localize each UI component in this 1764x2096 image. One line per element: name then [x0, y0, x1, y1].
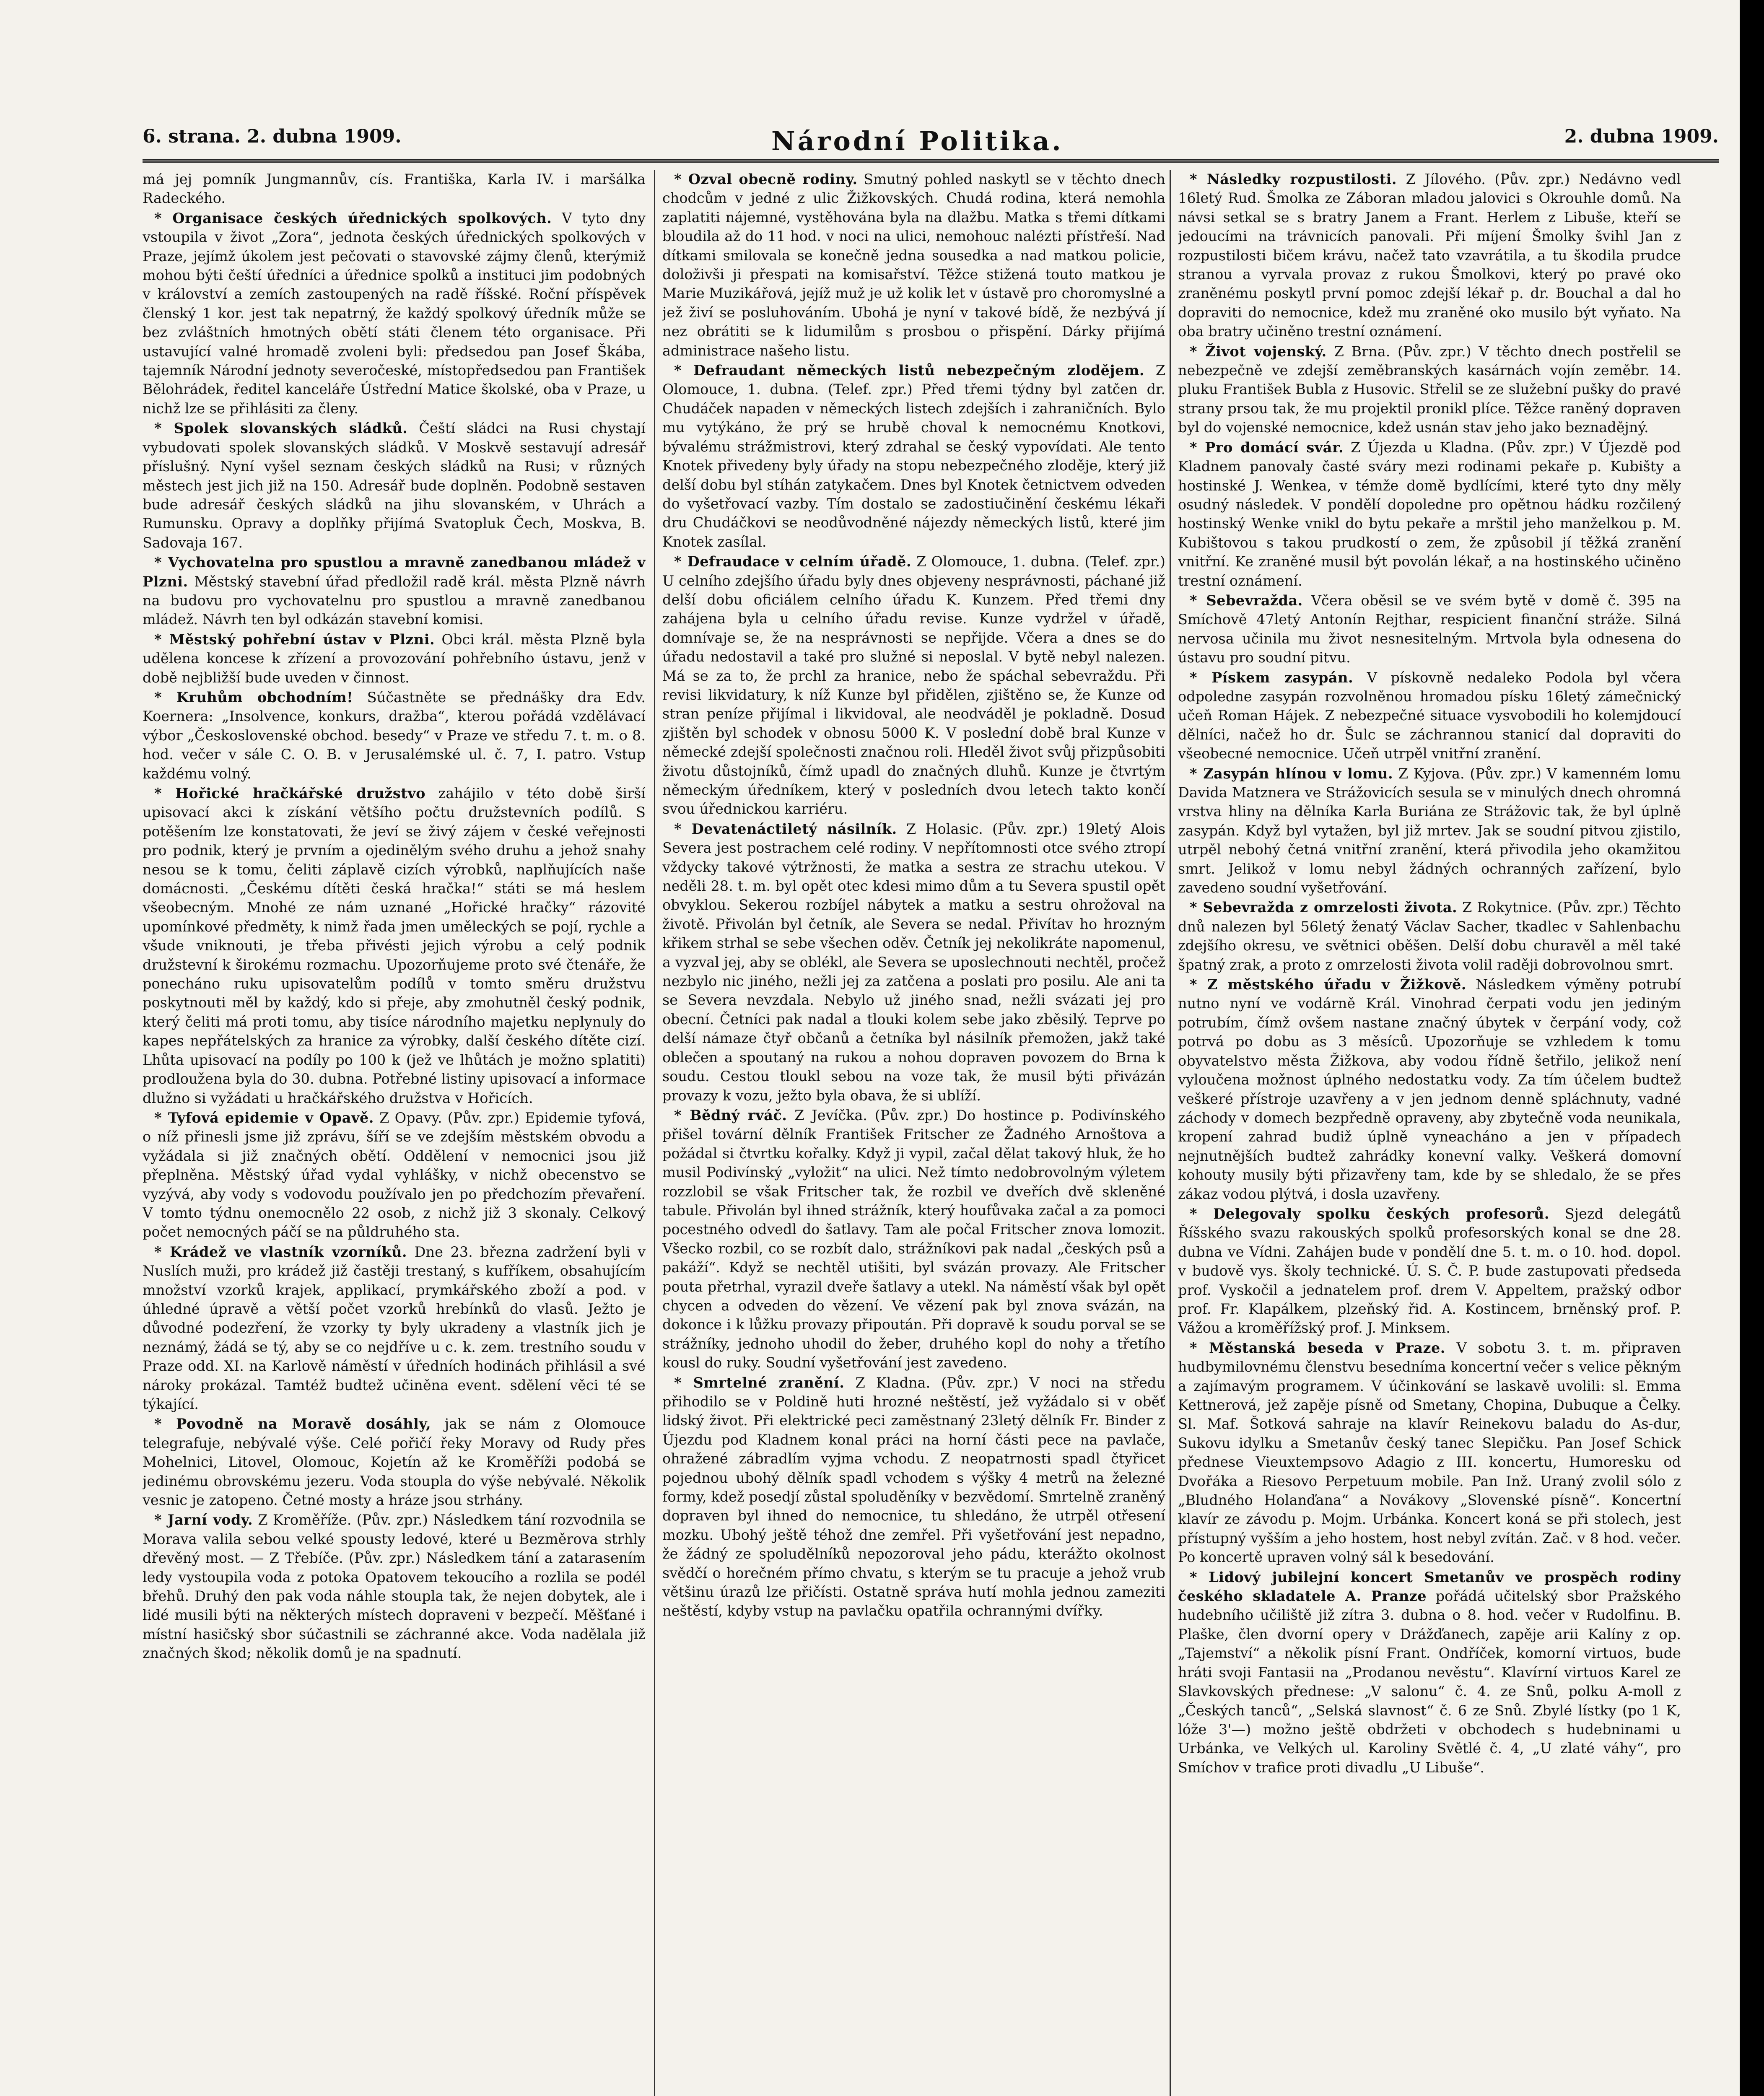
article-headline: * Devatenáctiletý násilník. — [674, 820, 897, 837]
article-body: Smutný pohled naskytl se v těchto dnech chodcům v jedné z ulic Žižkovských. Chudá rodina, která nemohla zaplatiti nájemné, vystěhována byla na dlažbu. Matka s třemi dítkami bloudila až do 11 hod. v noci na ulici, nemohouc nalézti přístřeší. Nad dítkami smilovala se konečně jedna sousedka a nad matkou policie, doloživši ji přespati na komisařství. Těžce stižená touto matkou je Marie Muzikářová, jejíž muž je už kolik let v ústavě pro choromyslné a jež živí se posluhováním. Ubohá je nyní v takové bídě, že nezbývá jí nez obrátiti se k lidumilům s prosbou o přispění. Dárky přijímá administrace našeho listu. — [662, 171, 1165, 359]
header-page-date: 6. strana. 2. dubna 1909. — [143, 126, 402, 147]
article-body: V tyto dny vstoupila v život „Zora“, jednota českých úřednických spolkových v Praze, jejímž úkolem jest pečovati o stavovské zájmy členů, kterýmiž mohou býti čeští úředníci a úřednice spolků a instituci jim podobných v království a zemích zastoupených na radě říšské. Roční příspěvek členský 1 kor. jest tak nepatrný, že každý spolkový úředník může se bez zvláštních hmotných obětí státi členem této organisace. Při ustavující valné hromadě zvoleni byli: předsedou pan Josef Škába, tajemník Národní jednoty severočeské, místopředsedou pan František Bělohrádek, ředitel kanceláře Ústřední Matice školské, oba v Praze, u nichž lze se přihlásiti za členy. — [143, 210, 646, 417]
article-headline: * Spolek slovanských sládků. — [154, 420, 408, 437]
article-body: Dne 23. března zadržení byli v Nuslích muži, pro krádež již častěji trestaný, s kufříkem, obsahujícím množství vzorků krajek, applikací, prymkářského zboží a pod. v úhledné úpravě a větší počet vzorků hrebínků do vlasů. Ježto je důvodné podezření, že vzorky ty byly ukradeny a vlastník jich je neznámý, žádá se tý, aby se co nejdříve u c. k. zem. trestního soudu v Praze odd. XI. na Karlově náměstí v úředních hodinách přihlásil a své nároky prokázal. Tamtéž budtež učiněna event. sdělení věci té se týkající. — [143, 1243, 646, 1412]
article — [143, 688, 646, 783]
header-date-right: 2. dubna 1909. — [1564, 126, 1719, 147]
article — [1178, 764, 1681, 898]
article-headline: * Lidový jubilejní koncert Smetanův ve prospěch rodiny českého skladatele A. Pranze — [1178, 1569, 1681, 1605]
article-headline: * Defraudace v celním úřadě. — [674, 553, 911, 570]
article — [143, 1414, 646, 1510]
article-headline: * Jarní vody. — [154, 1512, 253, 1528]
article — [143, 419, 646, 552]
article-headline: * Defraudant německých listů nebezpečným zlodějem. — [674, 362, 1145, 379]
article-body: zahájilo v této době širší upisovací akci k získání většího počtu družstevních podílů. S potěšením lze konstatovati, že jeví se živý zájem v české veřejnosti pro podnik, který je prvním a ojedinělým svého druhu a jehož snahy nesou se k tomu, čeliti záplavě cizích výrobků, naplňujících naše domácnosti. „Českému dítěti česká hračka!“ státi se má heslem všeobecným. Mnohé ze nám uznané „Hořické hračky“ rázovité upomínkové předměty, k nimž řada jmen uměleckých se pojí, rychle a všude vniknouti, je třeba přivésti jejich výrobu a celý podnik družstevní k širokému rozmachu. Upozorňujeme proto své čtenáře, že ponecháno ruku upisovatelům podílů v tomto směru družstvu poskytnouti měl by každý, kdo si přeje, aby zmohutněl český podnik, který čeliti má proti tomu, aby tisíce národního majetku neplynuly do kapes nepřátelských za hranice za výrobky, další českého dítěte cizí. Lhůta upisovací na podíly po 100 k (jež ve lhůtách je možno splatiti) prodloužena byla do 30. dubna. Potřebné listiny upisovací a informace dlužno si vyžádati u hračkářského družstva v Hořicích. — [143, 785, 646, 1106]
article — [143, 209, 646, 418]
article-headline: * Z městského úřadu v Žižkově. — [1190, 976, 1466, 993]
article — [143, 1108, 646, 1242]
article — [662, 552, 1165, 819]
article — [1178, 438, 1681, 590]
article-body: Z Újezda u Kladna. (Pův. zpr.) V Újezdě pod Kladnem panovaly časté sváry mezi rodinami pekaře p. Kubišty a hostinské J. Wenkea, v témže domě bydlícími, které tyto dny měly osudný následek. V pondělí dopoledne pro opětnou hádku rozčilený hostinský Wenke vnikl do bytu pekaře a mrštil jeho manželkou p. M. Kubištovou s takou prudkostí o zem, že způsobil jí těžká zranění vnitřní. Ke zraněné musil být povolán lékař, a na hostinského učiněno trestní oznámení. — [1178, 439, 1681, 589]
article-headline: * Hořické hračkářské družstvo — [154, 785, 425, 802]
article-body: Z Kroměříže. (Pův. zpr.) Následkem tání rozvodnila se Morava valila sebou velké spousty ledové, které u Bezměrova strhly dřevěný most. — Z Třebíče. (Pův. zpr.) Následkem tání a zatarasením ledy vystoupila voda z potoka Opatovem tekoucího a rozlila se podél břehů. Druhý den pak voda náhle stoupla tak, že nejen dobytek, ale i lidé musili býti na některých místech dopraveni v bezpečí. Měšťané i místní hasičský sbor súčastnili se záchranné akce. Voda nadělala již značných škod; několik domů je na spadnutí. — [143, 1512, 646, 1662]
column-2 — [662, 170, 1165, 2096]
article-body: Sjezd delegátů Říšského svazu rakouských spolků profesorských konal se dne 28. dubna ve Vídni. Zahájen bude v pondělí dne 5. t. m. o 10. hod. dopol. v budově vys. školy technické. Ú. S. Č. P. bude zastupovati předseda prof. Vyskočil a jednatelem prof. drem V. Appeltem, pražský odbor prof. Fr. Klapálkem, plzeňský řid. A. Kostincem, brněnský prof. P. Vážou a kroměřížský prof. J. Minksem. — [1178, 1205, 1681, 1336]
article-headline: * Tyfová epidemie v Opavě. — [154, 1109, 374, 1126]
article — [662, 170, 1165, 360]
article-headline: * Bědný rváč. — [674, 1107, 787, 1123]
article-body: Súčastněte se přednášky dra Edv. Koernera: „Insolvence, konkurs, dražba“, kterou pořádá vzdělávací výbor „Československé obchod. besedy“ v Praze ve středu 7. t. m. o 8. hod. večer v sále C. O. B. v Jerusalémské ul. č. 7, I. patro. Vstup každému volný. — [143, 689, 646, 782]
article-headline: * Následky rozpustilosti. — [1190, 171, 1397, 187]
column-3 — [1178, 170, 1681, 2096]
article-body: Z Olomouce, 1. dubna. (Telef. zpr.) Před třemi týdny byl zatčen dr. Chudáček napaden v německých listech zdejších i zahraničních. Bylo mu vytýkáno, že prý se hrubě choval k nemocnému Knotkovi, bývalému strážmistrovi, který zdrahal se český vypovídati. Ale tento Knotek přivedeny byly úřady na stopu nebezpečného zloděje, který již delší dobu byl stíhán zatykačem. Dnes byl Knotek četnictvem odveden do vyšetřovací vazby. Tím dostalo se zadostiučinění českému lékaři dru Chudáčkovi se neodůvodněné nájezdy německých listů, které jim Knotek zasílal. — [662, 362, 1165, 550]
article-headline: * Povodně na Moravě dosáhly, — [154, 1416, 431, 1432]
article-headline: * Zasypán hlínou v lomu. — [1190, 765, 1393, 782]
article — [143, 170, 646, 208]
article-body: Z Holasic. (Pův. zpr.) 19letý Alois Severa jest postrachem celé rodiny. V nepřítomnosti otce svého ztropí vždycky takové výtržnosti, že matka a sestra ze strachu utekou. V neděli 28. t. m. byl opět otec kdesi mimo dům a tu Severa spustil opět obvyklou. Sekerou rozbíjel nábytek a matku a sestru ohrožoval na životě. Přivolán byl četník, ale Severa se nedal. Přivítav ho hrozným křikem strhal se sebe všechen oděv. Četník jej nekolikráte napomenul, a vyzval jej, aby se oblékl, ale Severa se uposlechnouti nechtěl, pročež nezbylo nic jiného, nežli jej za zatčena a poslati pro posilu. Ale ani ta se Severa nevzdala. Nebylo už jiného snad, nežli svázati jej pro obecní. Četníci pak nadal a tlouki kolem sebe jako zběsilý. Teprve po delší námaze čtyř občanů a četníka byl násilník přemožen, jakž také oblečen a spoutaný na rukou a nohou dopraven povozem do Brna k soudu. Cestou tloukl sebou na voze tak, že musil býti přivázán provazy k vozu, ježto byla obava, že si ublíží. — [662, 820, 1165, 1104]
article-body: Včera oběsil se ve svém bytě v domě č. 395 na Smíchově 47letý Antonín Rejthar, respicient finanční stráže. Silná nervosa učinila mu život nesnesitelným. Mrtvola byla odnesena do ústavu pro soudní pitvu. — [1178, 592, 1681, 666]
article — [1178, 1204, 1681, 1338]
article — [662, 820, 1165, 1105]
article-headline: * Vychovatelna pro spustlou a mravně zanedbanou mládež v Plzni. — [143, 554, 646, 590]
article-headline: * Městanská beseda v Praze. — [1190, 1339, 1445, 1356]
article — [1178, 1339, 1681, 1567]
article-headline: * Ozval obecně rodiny. — [674, 171, 858, 187]
article-headline: * Pískem zasypán. — [1190, 669, 1354, 686]
article-body: má jej pomník Jungmannův, cís. Františka, Karla IV. i maršálka Radeckého. — [143, 171, 646, 207]
article-body: Obci král. města Plzně byla udělena koncese k zřízení a provozování pohřebního ústavu, jenž v době nejbližší bude uveden v činnost. — [143, 631, 646, 686]
article — [143, 630, 646, 687]
article-body: Z Kyjova. (Pův. zpr.) V kamenném lomu Davida Matznera ve Strážovicích sesula se v minulých dnech ohromná vrstva hliny na dělníka Karla Buriána ze Strážovic tak, že byl úplně zasypán. Když byl vytažen, byl již mrtev. Jak se soudní pitvou zjistilo, utrpěl nebohý četná vnitřní zranění, která přivodila jeho okamžitou smrt. Jelikož v lomu nebyl žádných ochranných zařízení, bylo zavedeno soudní vyšetřování. — [1178, 765, 1681, 896]
article — [143, 784, 646, 1108]
article — [143, 1243, 646, 1414]
article — [1178, 898, 1681, 974]
article-headline: * Sebevražda z omrzelosti života. — [1190, 899, 1458, 916]
article-body: Následkem výměny potrubí nutno nyní ve vodárně Král. Vinohrad čerpati vodu jen jediným potrubím, čímž ovšem nastane značný úbytek v čerpání vody, což potrvá po dobu as 3 měsíců. Upozorňuje se vzhledem k tomu obyvatelstvo města Žižkova, aby vodou řídně šetřilo, jelikož není vyloučena možnost úplného nedostatku vody. Za tím účelem budtež veškeré přístroje uzavřeny a v jen jednom denně spláchnuty, vadné záchody v domech bezpředně opraveny, aby zbytečně voda neunikala, kropení zahrad budiž úplně vyneacháno a jen v případech nejnutnějších budtež zahrádky konevní valky. Veškerá domovní kohouty musily býti přizavřeny tam, kde by se shledalo, že se přes zákaz vodou plýtvá, i dosla uzavřeny. — [1178, 976, 1681, 1202]
article-headline: * Delegovaly spolku českých profesorů. — [1190, 1205, 1549, 1222]
article — [1178, 170, 1681, 341]
article — [1178, 1568, 1681, 1777]
newspaper-title: Národní Politika. — [771, 126, 1064, 156]
article — [143, 553, 646, 629]
article — [1178, 342, 1681, 437]
article-headline: * Krádež ve vlastník vzorníků. — [154, 1243, 407, 1260]
article-headline: * Pro domácí svár. — [1190, 439, 1344, 456]
article-body: V pískovně nedaleko Podola byl včera odpoledne zasypán rozvolněnou hromadou písku 16letý zámečnický učeň Roman Hájek. Z nebezpečné situace vysvobodili ho kolemjdoucí dělníci, načež ho dr. Šulc se záchrannou stanicí dal dopraviti do všeobecné nemocnice. Učeň utrpěl vnitřní zranění. — [1178, 669, 1681, 762]
column-divider — [1170, 170, 1171, 2096]
article-body: V sobotu 3. t. m. připraven hudbymilovnému členstvu besedníma koncertní večer s velice pěkným a zajímavým programem. V účinkování se laskavě uvolili: sl. Emma Kettnerová, jež zapěje písně od Smetany, Chopina, Dubuque a Čelky. Sl. Maf. Šotková sahraje na klavír Reinekovu baladu do As-dur, Sukovu idylku a Smetanův český tanec Slepičku. Pan Josef Schick přednese Vieuxtempsovo Adagio z III. koncertu, Humoresku od Dvořáka a Riesovo Perpetuum mobile. Pan Inž. Uraný zvolil sólo z „Bludného Holanďana“ a Novákovy „Slovenské písně“. Koncertní klavír ze závodu p. Mojm. Urbánka. Koncert koná se při stolech, jest přístupný vyšším a jeho hostem, host nebyl zvítán. Zač. v 8 hod. večer. Po koncertě upraven volný sál k besedování. — [1178, 1339, 1681, 1566]
article-body: jak se nám z Olomouce telegrafuje, nebývalé výše. Celé pořičí řeky Moravy od Rudy přes Mohelnici, Litovel, Olomouc, Kojetín až ke Kroměříži podobá se jedinému obrovskému jezeru. Voda stoupla do výše nebývalé. Několik vesnic je zatopeno. Četné mosty a hráze jsou strhány. — [143, 1416, 646, 1509]
article-body: pořádá učitelský sbor Pražského hudebního učiliště již zítra 3. dubna o 8. hod. večer v Rudolfinu. B. Plaške, člen dvorní opery v Drážďanech, zapěje arii Kalíny z op. „Tajemství“ a několik písní Frant. Ondříček, komorní virtuos, bude hráti svoji Fantasii na „Prodanou nevěstu“. Klavírní virtuos Karel ze Slavkovských přednese: „V salonu“ č. 4. ze Snů, polku A-moll z „Českých tanců“, „Selská slavnost“ č. 6 ze Snů. Zbylé lístky (po 1 K, lóže 3'—) možno ještě obdržeti v obchodech s hudebninami u Urbánka, ve Velkých ul. Karoliny Světlé č. 4, „U zlaté váhy“, pro Smíchov v trafice proti divadlu „U Libuše“. — [1178, 1588, 1681, 1776]
article-headline: * Kruhům obchodním! — [154, 689, 353, 706]
article — [1178, 668, 1681, 763]
article — [662, 361, 1165, 551]
article-body: Z Jevíčka. (Pův. zpr.) Do hostince p. Podivínského přišel tovární dělník František Fritscher ze Žadného Arnoštova a požádal si čtvrtku kořalky. Když ji vypil, začal dělat takový hluk, že ho musil Podivínský „vyložit“ na ulici. Než tímto nedobrovolným výletem rozzlobil se však Fritscher tak, že rozbil ve dveřích dvě skleněné tabule. Přivolán byl ihned strážník, který houfůvaka začal a za pomoci pocestného odvedl do šatlavy. Tam ale počal Fritscher znova lomozit. Všecko rozbil, co se rozbít dalo, strážníkovi pak nadal „českých psů a pakáží“. Když se nechtěl utišiti, byl svázán provazy. Ale Fritscher pouta přetrhal, vyrazil dveře šatlavy a utekl. Na náměstí však byl opět chycen a odveden do vězení. Ve vězení pak byl znova svázán, na dokonce i k lůžku provazy připoután. Při dopravě k soudu porval se se strážníky, jednoho uhodil do žeber, druhého kopl do nohy a třetího kousl do ruky. Soudní vyšetřování jest zavedeno. — [662, 1107, 1165, 1371]
article — [662, 1106, 1165, 1372]
article-body: Z Jílového. (Pův. zpr.) Nedávno vedl 16letý Rud. Šmolka ze Záboran mladou jalovici s Okrouhle domů. Na návsi setkal se s bratry Janem a Frant. Herlem z Libuše, kteří se jedoucími na trávnicích panovali. Při míjení Šmolky švihl Jan z rozpustilosti bičem krávu, načež tato vzavrátila, a tu škodila prudce stranou a vyrvala provaz z rukou Šmolkovi, který po pravé oko zraněnému poskytl první pomoc zdejší lékař p. dr. Bouchal a dal ho dopraviti do nemocnice, kdež mu zraněné oko musilo být vyňato. Na oba bratry učiněno trestní oznámení. — [1178, 171, 1681, 340]
article-body: Z Olomouce, 1. dubna. (Telef. zpr.) U celního zdejšího úřadu byly dnes objeveny nesprávnosti, páchané již delší dobu oficiálem celního úřadu K. Kunzem. Před třemi dny zahájena byla u celního úřadu revise. Kunze vydržel v úřadě, domnívaje se, že na nesprávnosti se nepřijde. Včera a dnes se do úřadu nedostavil a také pro služné si neposlal. V bytě nebyl nalezen. Má se za to, že prchl za hranice, nebo že spáchal sebevraždu. Při revisi likvidatury, k níž Kunze byl přidělen, zjištěno se, že Kunze od stran peníze přijímal i likvidoval, ale neodváděl je pokladně. Dosud zjištěn byl schodek v obnosu 5000 K. V poslední době bral Kunze v německé zdejší společnosti značnou roli. Hleděl život svůj přizpůsobiti životu důstojníků, čímž upadl do značných dluhů. Kunze je čtvrtým německým úředníkem, který v posledních dvou letech takto končí svou úřednickou karriéru. — [662, 553, 1165, 817]
article-body: Z Rokytnice. (Pův. zpr.) Těchto dnů nalezen byl 56letý ženatý Václav Sacher, tkadlec v Sahlenbachu zdejšího okresu, ve světnici oběšen. Delší dobu churavěl a měl také špatný zrak, a proto z omrzelosti života volil raději dobrovolnou smrt. — [1178, 899, 1681, 973]
column-divider — [654, 170, 655, 2096]
article — [143, 1510, 646, 1663]
article-body: Městský stavební úřad předložil radě král. města Plzně návrh na budovu pro vychovatelnu pro spustlou a mravně zanedbanou mládež. Návrh ten byl odkázán stavební komisi. — [143, 573, 646, 628]
article-headline: * Městský pohřební ústav v Plzni. — [154, 631, 435, 648]
article-headline: * Organisace českých úřednických spolkových. — [154, 210, 552, 226]
article — [1178, 591, 1681, 667]
article-headline: * Život vojenský. — [1190, 343, 1327, 360]
page-header — [143, 126, 1719, 163]
column-1 — [143, 170, 646, 2096]
article-body: Z Opavy. (Pův. zpr.) Epidemie tyfová, o níž přinesli jsme již zprávu, šíří se ve zdejším městském obvodu a vyžádala si již značných obětí. Oddělení v nemocnici jsou již přeplněna. Městský úřad vydal vyhlášky, v nichž obecenstvo se vyzývá, aby vody s vodovodu používalo jen po předchozím převaření. V tomto týdnu onemocnělo 22 osob, z nichž již 3 skonaly. Celkový počet nemocných páčí se na půldruhého sta. — [143, 1109, 646, 1240]
article — [662, 1373, 1165, 1621]
article-body: Z Kladna. (Pův. zpr.) V noci na středu přihodilo se v Poldině huti hrozné neštěstí, jež vyžádalo si v oběť lidský život. Při elektrické peci zaměstnaný 23letý dělník Fr. Binder z Újezdu pod Kladnem konal práci na horní části pece na pavlače, ohražené zábradlím vyjma vchodu. Z neopatrnosti spadl čtyřicet pojednou ubohý dělník spadl vchodem s výšky 4 metrů na železné formy, kdež posedjí zůstal spoluděníky v bezvědomí. Smrtelně zraněný dopraven byl ihned do nemocnice, tu shledáno, že utrpěl otřesení mozku. Ubohý ještě téhož dne zemřel. Při vyšetřování jest nepadno, že žádný ze spoludělníků nepozoroval jeho pádu, kterážto okolnost svědčí o horečném přímo chvatu, s kterým se tu pracuje a jehož vrub většinu úrazů lze přičísti. Ostatně správa hutí mohla jednou zameziti neštěstí, kdyby vstup na pavlačku opatřila ochrannými dvířky. — [662, 1374, 1165, 1619]
article-body: Z Brna. (Pův. zpr.) V těchto dnech postřelil se nebezpečně ve zdejší zeměbranských kasárnách vojín zeměbr. 14. pluku František Bubla z Husovic. Střelil se ze služební pušky do pravé strany prsou tak, že mu projektil pronikl plíce. Těžce raněný dopraven byl do vojenské nemocnice, kdež usnán stav jeho jako beznadějný. — [1178, 343, 1681, 436]
article-headline: * Sebevražda. — [1190, 592, 1303, 609]
article-body: Čeští sládci na Rusi chystají vybudovati spolek slovanských sládků. V Moskvě sestavují adresář příslušný. Nyní vyšel seznam českých sládků na Rusi; v různých městech jest jich již na 150. Adresář bude doplněn. Podobně sestaven bude adresář českých sládků na jihu slovanském, v Uhrách a Rumunsku. Opravy a doplňky přijímá Svatopluk Čech, Moskva, B. Sadovaja 167. — [143, 420, 646, 551]
article-headline: * Smrtelné zranění. — [674, 1374, 845, 1391]
article — [1178, 975, 1681, 1204]
